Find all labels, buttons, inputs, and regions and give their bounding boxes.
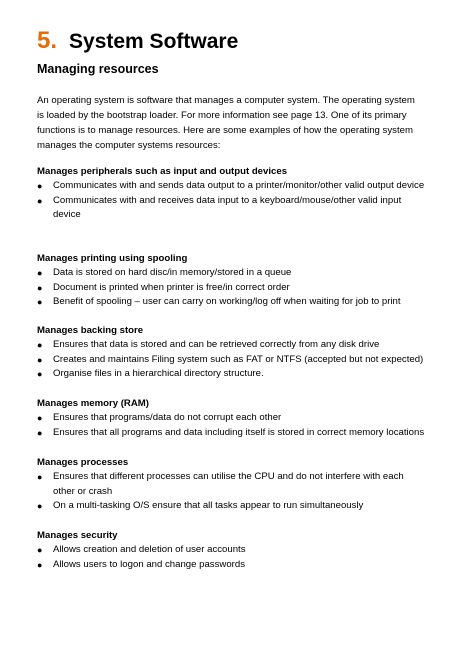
list-item: ● Communicates with and sends data output to a printer/monitor/other valid output device [37,179,427,194]
bullet-list [37,411,427,440]
list-item: ● Ensures that different processes can utilise the CPU and do not interfere with each other or crash [37,471,404,497]
bullet-icon: ● [37,195,43,206]
section-title: Manages backing store [37,325,144,336]
section-peripherals [37,164,427,223]
list-item: ● Allows users to logon and change passwords [37,558,427,573]
bullet-list [37,179,427,223]
bullet-icon: ● [37,501,43,512]
section-printing [37,251,427,310]
page-heading [37,27,238,55]
bullet-icon: ● [37,559,43,570]
section-subtitle: Managing resources [37,62,159,76]
bullet-list [37,338,427,382]
list-item: ● Ensures that programs/data do not corrupt each other [37,411,427,426]
section-title: Manages processes [37,457,129,468]
bullet-list [37,470,427,514]
bullet-list [37,543,427,572]
section-processes [37,455,427,514]
list-item: ● Creates and maintains Filing system such as FAT or NTFS (accepted but not expected) [37,353,427,368]
chapter-number: 5. [37,27,58,54]
bullet-icon: ● [37,413,43,423]
bullet-icon: ● [37,369,43,380]
bullet-icon: ● [37,472,43,482]
section-memory [37,396,427,440]
intro-paragraph: An operating system is software that manages a computer system. The operating system is loaded by the bootstrap loader. For more information see page 13. One of its primary functions is to manage resources. Here are some examples of how the operating system manages the computer systems resources: [37,95,415,151]
bullet-icon: ● [37,354,43,365]
bullet-icon: ● [37,268,43,278]
list-item: ● Benefit of spooling – user can carry on working/log off when waiting for job to print [37,295,427,310]
bullet-icon: ● [37,282,43,293]
bullet-list [37,266,427,310]
bullet-icon: ● [37,545,43,555]
page-title: System Software [69,30,239,53]
bullet-icon: ● [37,340,43,350]
list-item: ● Data is stored on hard disc/in memory/stored in a queue [37,266,427,281]
bullet-icon: ● [37,181,43,191]
list-item: ● On a multi-tasking O/S ensure that all tasks appear to run simultaneously [37,499,427,514]
list-item: ● Ensures that all programs and data including itself is stored in correct memory locations [37,426,427,441]
section-backing-store [37,323,427,382]
section-title: Manages security [37,530,118,541]
bullet-icon: ● [37,427,43,438]
section-title: Manages peripherals such as input and output devices [37,166,288,177]
section-title: Manages memory (RAM) [37,398,149,409]
list-item: ● Organise files in a hierarchical directory structure. [37,367,427,382]
section-title: Manages printing using spooling [37,253,188,264]
section-security [37,528,427,572]
bullet-icon: ● [37,297,43,308]
list-item: ● Communicates with and receives data input to a keyboard/mouse/other valid input device [37,194,402,221]
list-item: ● Allows creation and deletion of user accounts [37,543,427,558]
list-item: ● Ensures that data is stored and can be retrieved correctly from any disk drive [37,338,427,353]
list-item: ● Document is printed when printer is free/in correct order [37,281,427,296]
